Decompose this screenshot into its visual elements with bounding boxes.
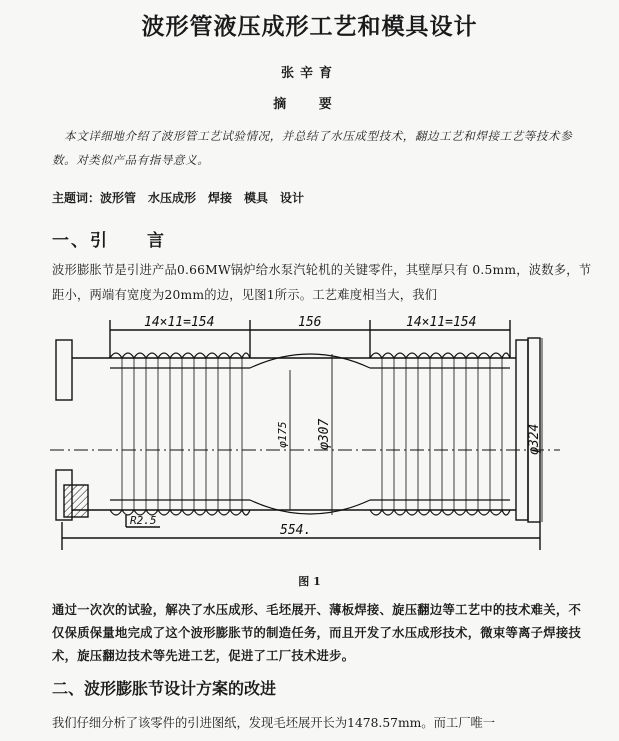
radius-label: R2.5 [130, 514, 157, 527]
dia-inner-label: φ175 [276, 421, 289, 448]
section-2-heading: 二、波形膨胀节设计方案的改进 [52, 679, 277, 698]
paper-title: 波形管液压成形工艺和模具设计 [141, 13, 478, 40]
section-1-heading: 一、引 言 [52, 231, 166, 251]
dim-left-label: 14×11=154 [144, 315, 215, 330]
figure-1-drawing [40, 310, 600, 570]
dim-right-label: 14×11=154 [406, 315, 477, 330]
author: 张辛育 [280, 66, 338, 81]
paragraph-1: 波形膨胀节是引进产品0.66MW锅炉给水泵汽轮机的关键零件，其壁厚只有 0.5mm，波数多，节距小，两端有宽度为20mm的边，见图1所示。工艺难度相当大，我们 [52, 263, 592, 302]
abstract-text: 本文详细地介绍了波形管工艺试验情况，并总结了水压成型技术，翻边工艺和焊接工艺等技术参数。对类似产品有指导意义。 [52, 129, 573, 167]
dim-middle-label: 156 [298, 315, 322, 330]
dia-307-label: φ307 [317, 418, 332, 450]
keywords: 主题词：波形管 水压成形 焊接 模具 设计 [52, 191, 305, 205]
figure-caption: 图 1 [298, 575, 321, 588]
paragraph-2: 通过一次次的试验，解决了水压成形、毛坯展开、薄板焊接、旋压翻边等工艺中的技术难关，不仅保质保量地完成了这个波形膨胀节的制造任务，而且开发了水压成形技术，微束等离子焊接技术，旋压翻边技术等先进工艺，促进了工厂技术进步。 [52, 602, 582, 663]
paragraph-3: 我们仔细分析了该零件的引进图纸，发现毛坯展开长为1478.57mm。而工厂唯一 [52, 716, 496, 730]
dia-324-label: φ324 [527, 423, 542, 455]
abstract-heading: 摘 要 [273, 97, 346, 112]
total-length-label: 554. [280, 523, 312, 538]
